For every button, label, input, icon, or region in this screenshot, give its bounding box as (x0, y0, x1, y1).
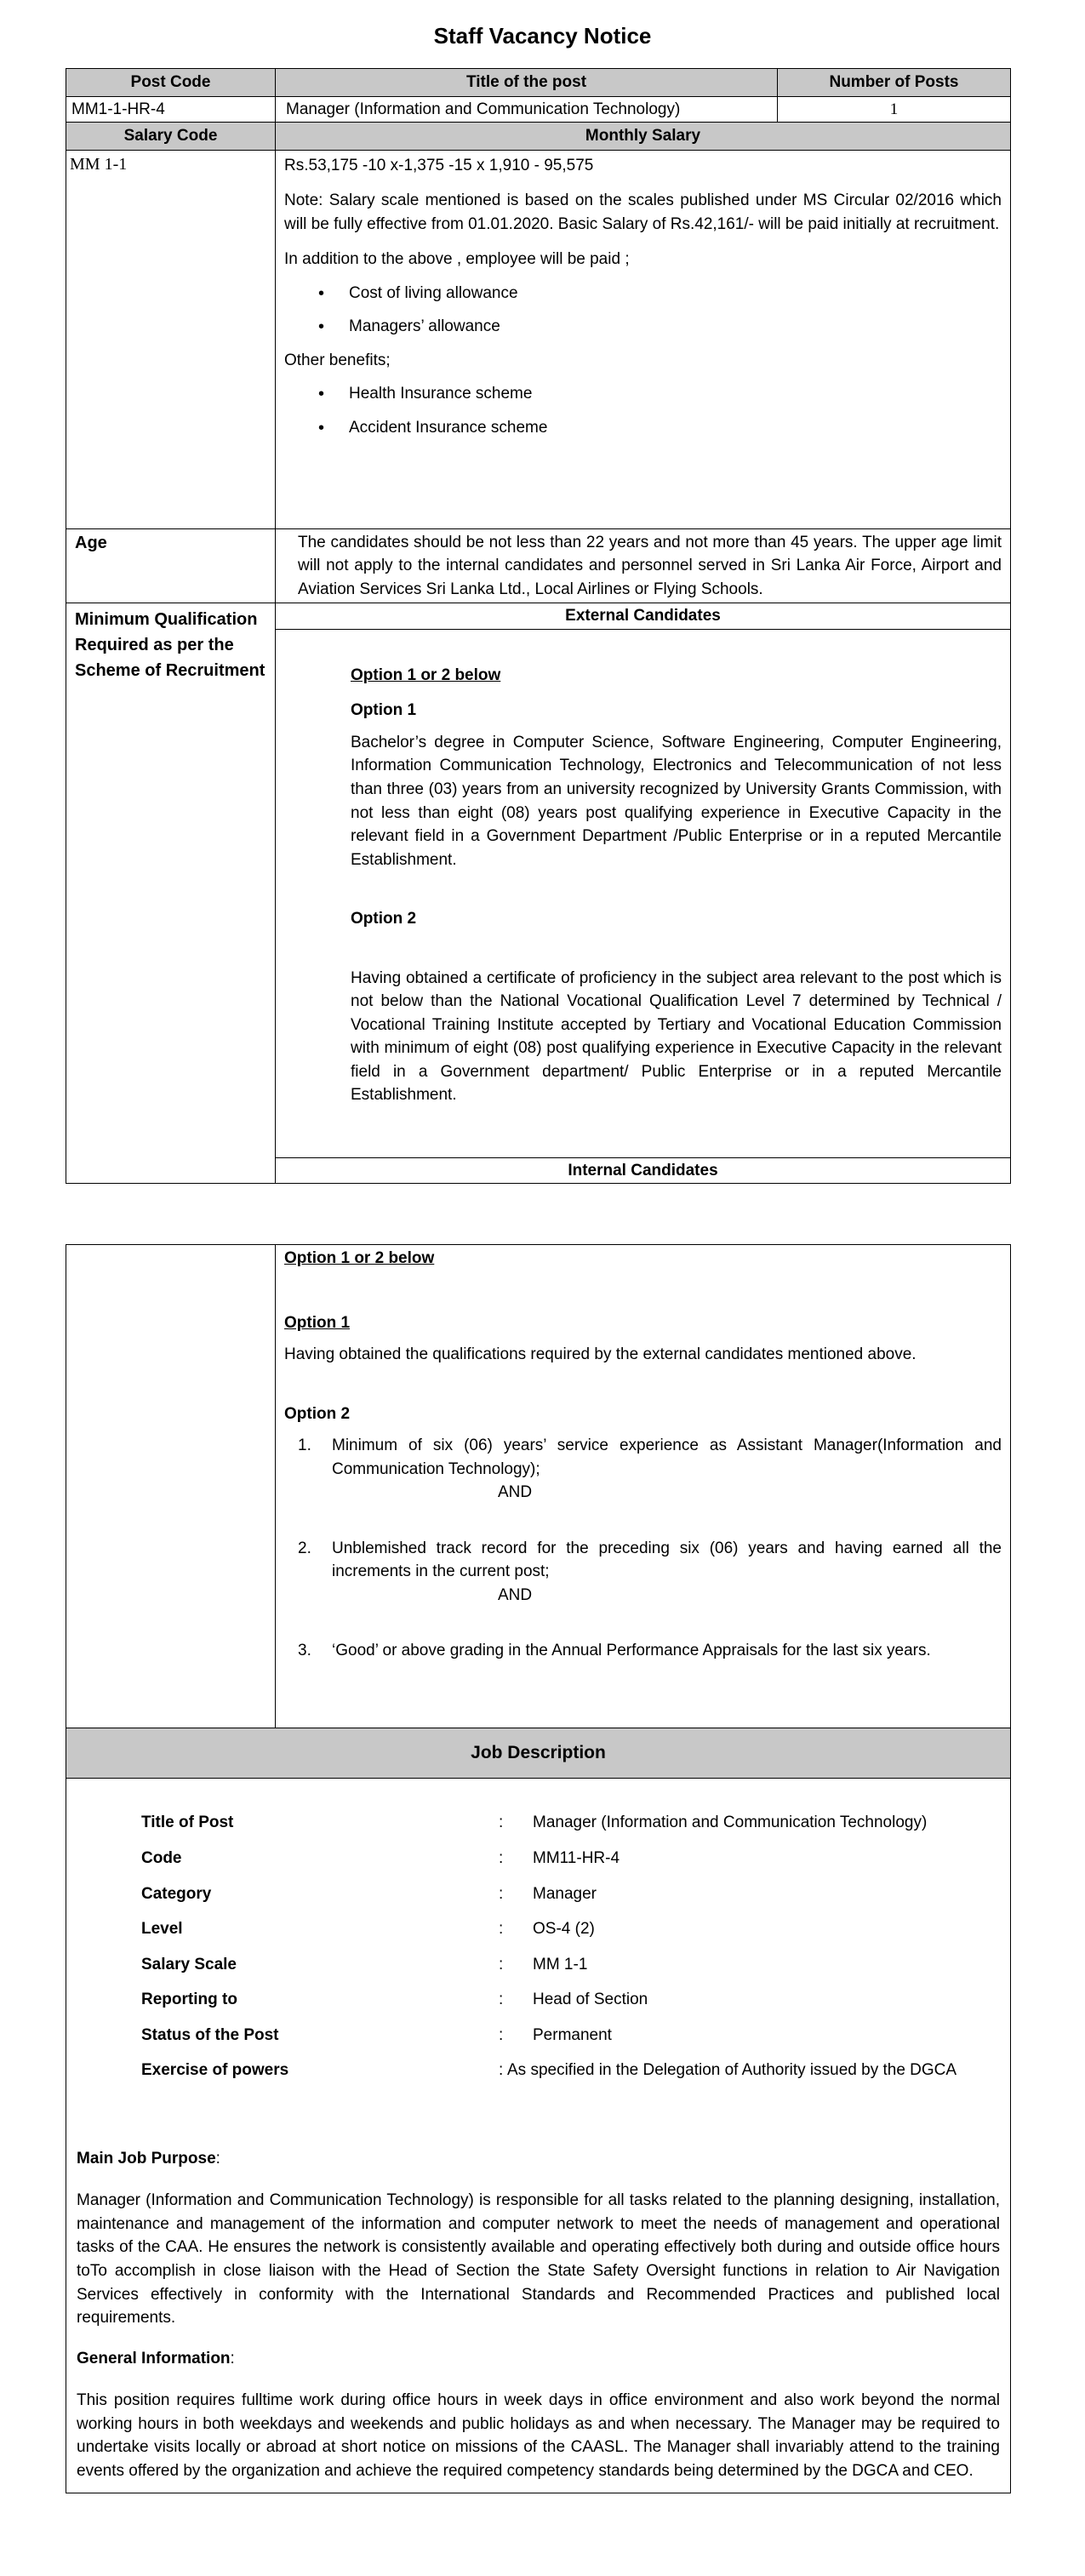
field-sep: : (499, 1920, 504, 1939)
field-key: Code (141, 1848, 182, 1867)
internal-options-title: Option 1 or 2 below (284, 1249, 435, 1267)
external-option2-title: Option 2 (351, 910, 417, 928)
field-key: Exercise of powers (141, 2061, 289, 2080)
monthly-salary-header: Monthly Salary (276, 123, 1011, 151)
qualification-label: Minimum Qualification Required as per the Scheme of Recruitment (66, 603, 276, 1184)
salary-note: Note: Salary scale mentioned is based on the scales published under MS Circular 02/2016 which will be fully effective from 01.01.2020. Basic Salary of Rs.42,161/- will be paid initially at recruitment. (284, 191, 1002, 233)
general-info-text: This position requires fulltime work during office hours in week days in office environment and also work beyond the normal working hours in both weekdays and weekends and public holidays as and when necessary. The Manager may be required to undertake visits locally or abroad at short notice on missions of the CAASL. The Manager shall invariably attend to the training events offered by the organization and achieve the required competency standards being determined by the DGCA and CEO. (77, 2391, 1000, 2480)
job-description-header: Job Description (66, 1728, 1011, 1779)
main-purpose-heading: Main Job Purpose: (77, 2149, 220, 2168)
salary-details-cell (276, 150, 1011, 528)
page-title: Staff Vacancy Notice (433, 23, 652, 49)
job-description-row (66, 1779, 1011, 2493)
field-value: Permanent (533, 2025, 612, 2044)
internal-candidates-header: Internal Candidates (276, 1157, 1010, 1184)
list-item: • Health Insurance scheme (318, 382, 1002, 406)
field-key: Category (141, 1884, 212, 1903)
internal-option1-title: Option 1 (284, 1313, 351, 1332)
field-key: Title of Post (141, 1813, 234, 1832)
internal-option1-text: Having obtained the qualifications required by the external candidates mentioned above. (284, 1345, 917, 1364)
title-header: Title of the post (276, 69, 778, 97)
field-value: MM 1-1 (533, 1955, 588, 1973)
field-sep: : (499, 1813, 504, 1832)
field-value: MM11-HR-4 (533, 1848, 620, 1867)
job-description-header-row (66, 1728, 1011, 1779)
internal-option2-list (284, 1434, 1002, 1663)
field-sep: : (499, 2061, 504, 2080)
field-key: Salary Scale (141, 1955, 237, 1973)
field-value: OS-4 (2) (533, 1920, 595, 1939)
benefits-list (318, 382, 1002, 439)
salary-header-row (66, 123, 1011, 151)
header-row (66, 69, 1011, 97)
addition-intro: In addition to the above , employee will be paid ; (284, 250, 630, 269)
field-sep: : (499, 1884, 504, 1903)
salary-code-header: Salary Code (66, 123, 276, 151)
field-sep: : (499, 1848, 504, 1867)
external-option2-text: Having obtained a certificate of proficiency in the subject area relevant to the post which is not below than the National Vocational Qualification Level 7 determined by Technical / Vocational Training Institute accepted by Tertiary and Vocational Education Commission with minimum of eight (08) post qualifying experience in Executive Capacity in the relevant field in a Government department/ Public Enterprise or in a reputed Mercantile Establishment. (351, 968, 1002, 1105)
external-options-title: Option 1 or 2 below (351, 665, 501, 684)
allowance-list (318, 282, 1002, 339)
external-options (276, 630, 1010, 1157)
salary-code-cell: MM 1-1 (66, 150, 276, 528)
external-option1-text: Bachelor’s degree in Computer Science, Software Engineering, Computer Engineering, Information Communication Technology, Electronics and Telecommunication of not less than three (03) years from an university recognized by University Grants Commission, with not less than eight (08) years post qualifying experience in Executive Capacity in the relevant field in a Government Department /Public Enterprise or in a reputed Mercantile Establishment. (351, 733, 1002, 869)
age-label: Age (66, 528, 276, 603)
list-item: 2. Unblemished track record for the preceding six (06) years and having earned all the increments in the current post; AND (298, 1539, 1002, 1604)
external-candidates-header: External Candidates (276, 603, 1010, 630)
num-posts-header: Number of Posts (778, 69, 1011, 97)
external-option1-title: Option 1 (351, 701, 417, 720)
list-item: • Cost of living allowance (318, 282, 1002, 306)
internal-options-cell (276, 1245, 1011, 1728)
salary-scale: Rs.53,175 -10 x-1,375 -15 x 1,910 - 95,575 (284, 156, 594, 174)
post-row (66, 96, 1011, 123)
list-item: 3. ‘Good’ or above grading in the Annual Performance Appraisals for the last six years. (298, 1642, 931, 1660)
other-benefits-intro: Other benefits; (284, 351, 391, 369)
age-row (66, 528, 1011, 603)
num-posts-cell: 1 (778, 96, 1011, 123)
post-code-header: Post Code (66, 69, 276, 97)
field-sep: : (499, 2025, 504, 2044)
general-info-heading: General Information: (77, 2349, 235, 2368)
field-key: Level (141, 1920, 183, 1939)
age-text: The candidates should be not less than 22 years and not more than 45 years. The upper age limit will not apply to the internal candidates and personnel served in Sri Lanka Air Force, Airport and Aviation Services Sri Lanka Ltd., Local Airlines or Flying Schools. (276, 528, 1011, 603)
internal-table (66, 1244, 1011, 2493)
job-description-cell (66, 1779, 1011, 2493)
list-item: • Managers’ allowance (318, 315, 1002, 339)
vacancy-table (66, 68, 1011, 1184)
job-fields (66, 1811, 1010, 2082)
post-code-cell: MM1-1-HR-4 (66, 96, 276, 123)
field-sep: : (499, 1955, 504, 1973)
post-title-cell: Manager (Information and Communication Technology) (276, 96, 778, 123)
empty-cell (66, 1245, 276, 1728)
field-key: Reporting to (141, 1991, 237, 2009)
main-purpose-text: Manager (Information and Communication Technology) is responsible for all tasks related to the planning designing, installation, maintenance and management of the information and computer network to meet the needs of management and operational tasks of the CAA. He ensures the network is consistently available and operating effectively both during and outside office hours toTo accomplish in close liaison with the Head of Section the State Safety Oversight functions in relation to Air Navigation Services effectively in conformity with the International Standards and Recommended Practices and published local requirements. (77, 2191, 1000, 2328)
field-value: Manager (Information and Communication Technology) (533, 1813, 928, 1832)
salary-row (66, 150, 1011, 528)
field-value: As specified in the Delegation of Authority issued by the DGCA (507, 2061, 957, 2080)
list-item: 1. Minimum of six (06) years’ service experience as Assistant Manager(Information and Communication Technology); AND (298, 1437, 1002, 1502)
field-value: Manager (533, 1884, 597, 1903)
field-key: Status of the Post (141, 2025, 279, 2044)
main-purpose-label: Main Job Purpose (77, 2149, 216, 2168)
internal-option2-title: Option 2 (284, 1404, 351, 1423)
list-item: • Accident Insurance scheme (318, 416, 1002, 440)
qualification-row (66, 603, 1011, 1184)
field-value: Head of Section (533, 1991, 648, 2009)
qualification-cell (276, 603, 1011, 1184)
general-info-label: General Information (77, 2349, 231, 2368)
field-sep: : (499, 1991, 504, 2009)
internal-options-row (66, 1245, 1011, 1728)
